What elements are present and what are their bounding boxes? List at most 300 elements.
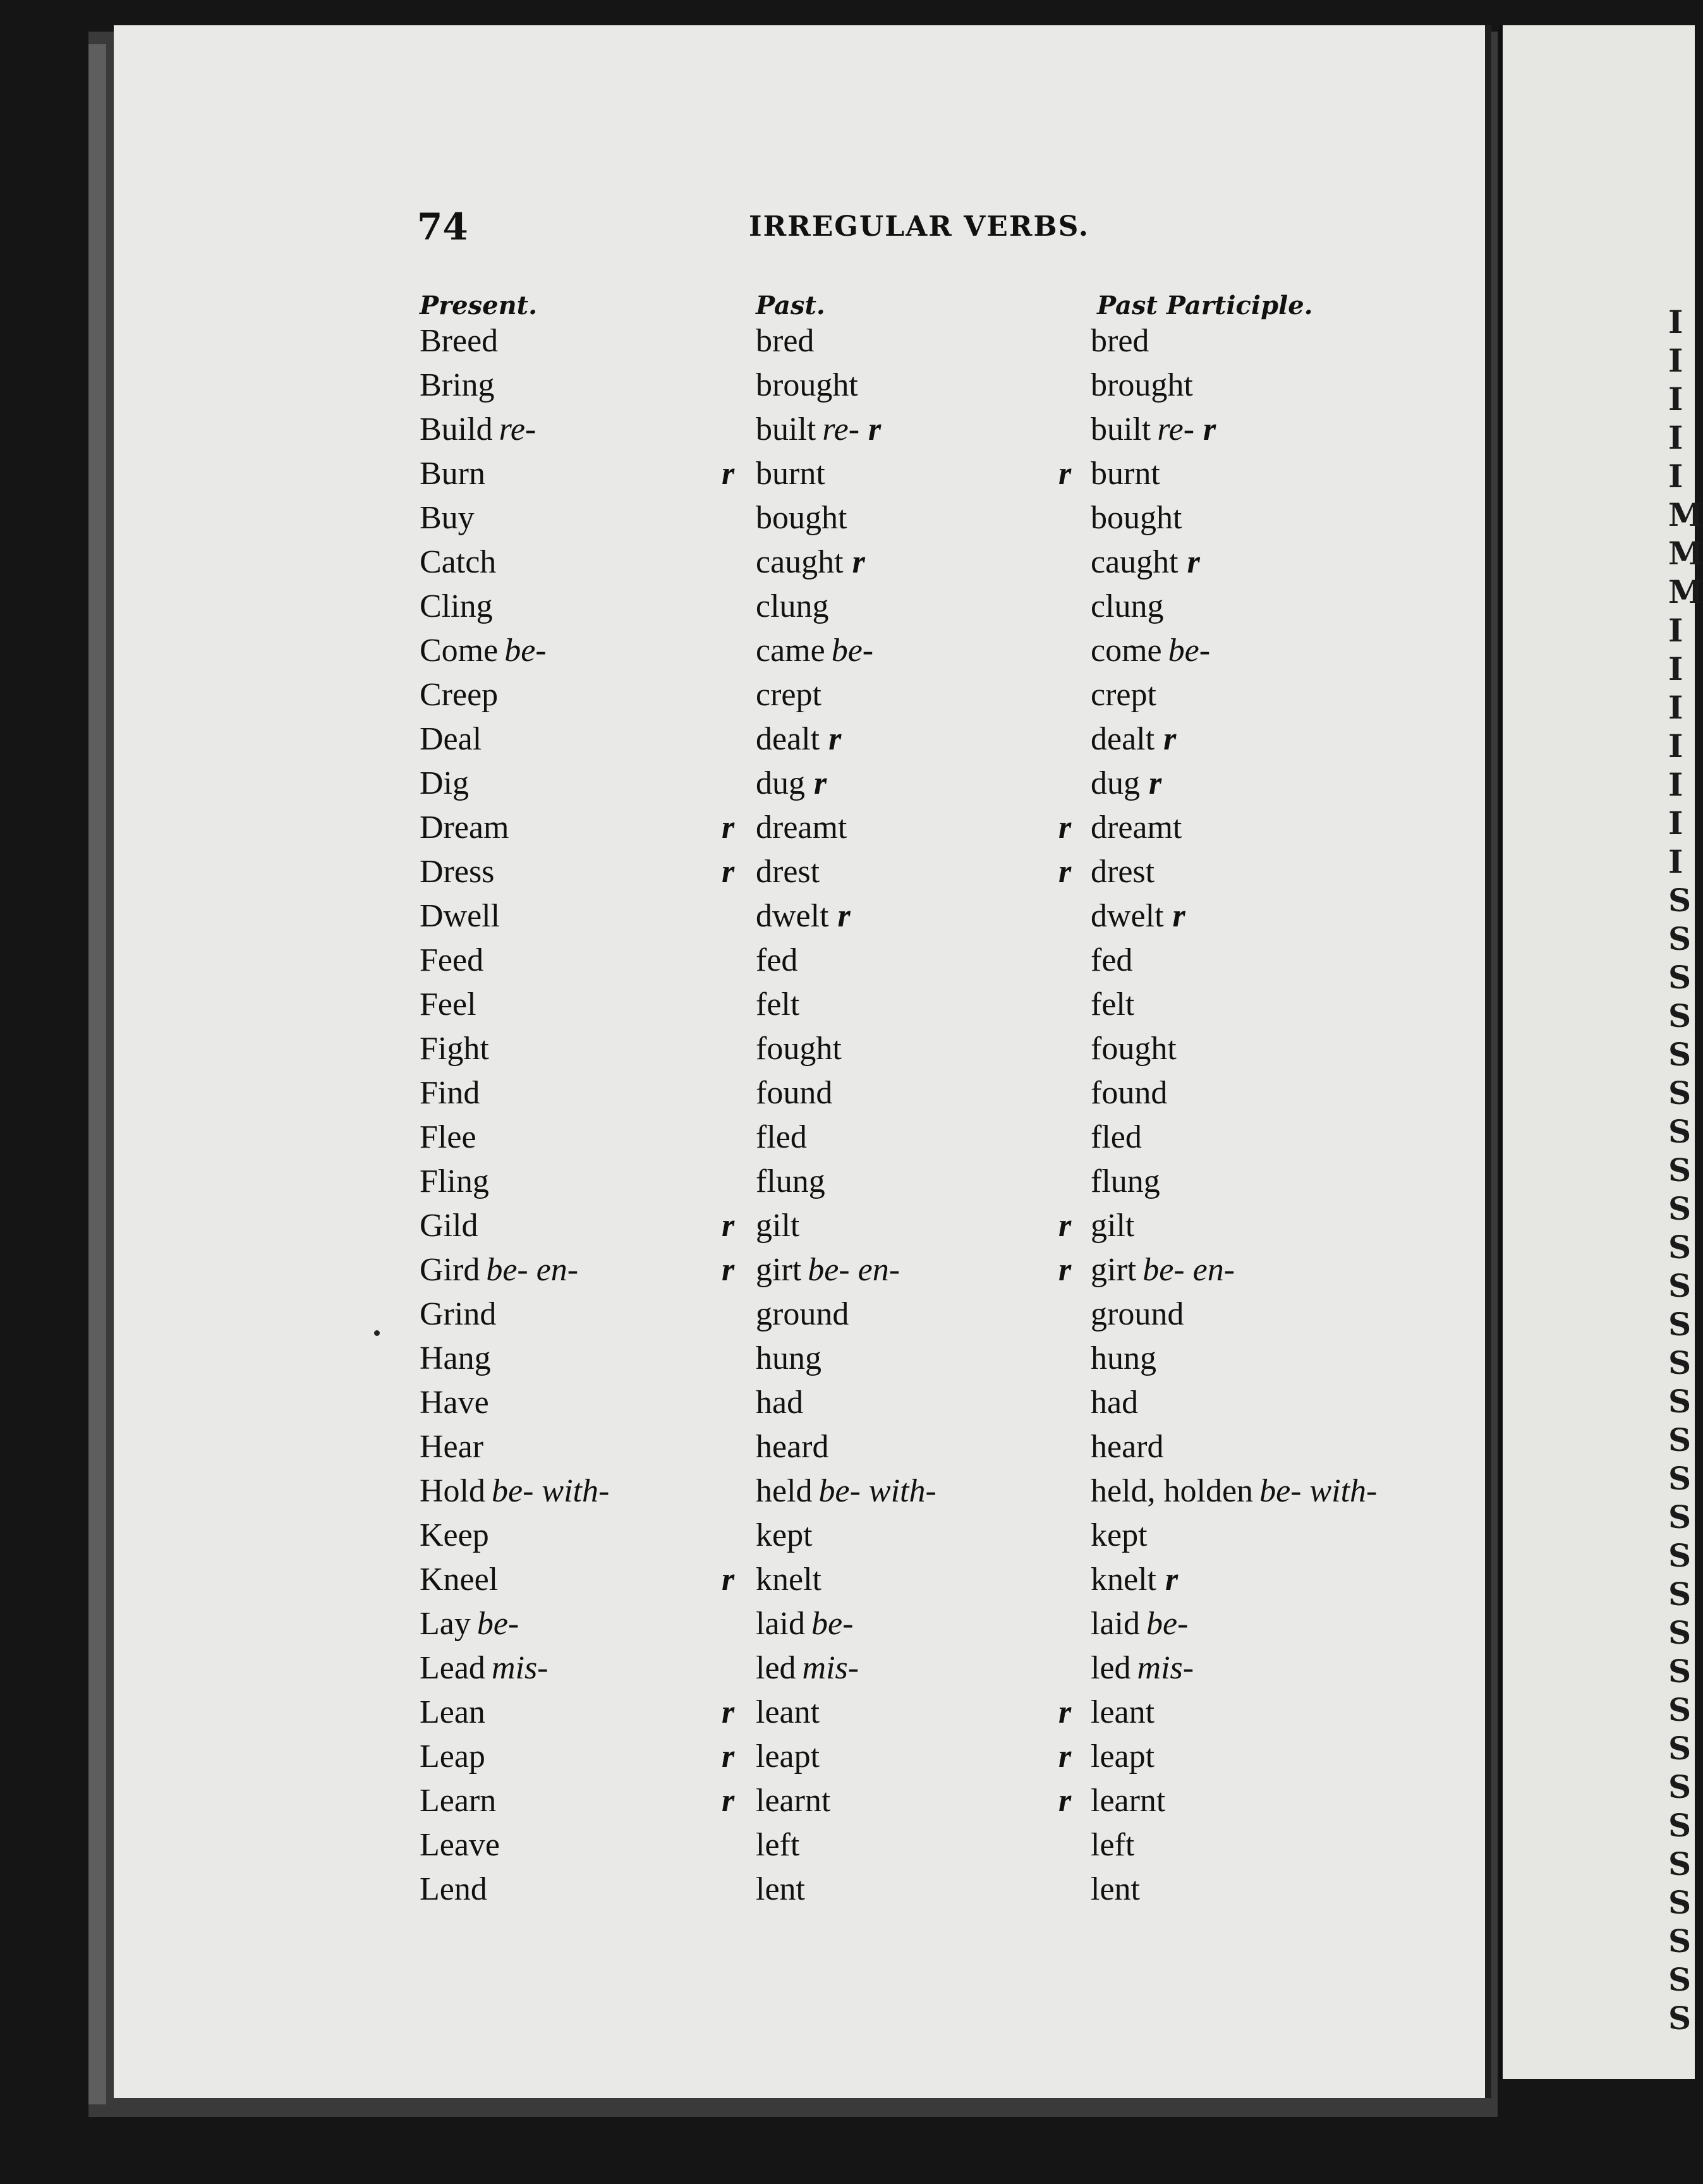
past-cell: [756, 1207, 799, 1244]
table-row: [114, 1030, 1485, 1074]
participle-cell: [1091, 367, 1193, 404]
past-cell: [756, 322, 814, 360]
participle-regular-mark: r: [1203, 411, 1216, 447]
participle-word: crept: [1091, 677, 1156, 713]
past-cell: [756, 720, 841, 758]
participle-regular-mark: r: [1149, 765, 1162, 801]
past-cell: [756, 676, 821, 713]
past-word: ground: [756, 1296, 849, 1332]
participle-word: knelt: [1091, 1562, 1156, 1598]
past-cell: [756, 897, 851, 935]
present-cell: [420, 499, 475, 537]
facing-page-letter: S: [1668, 1460, 1692, 1497]
past-regular-mark: r: [852, 544, 865, 580]
participle-cell: [1091, 1738, 1155, 1775]
present-word: Gird: [420, 1252, 480, 1288]
participle-cell: [1091, 853, 1155, 890]
facing-page-letter: I: [1668, 727, 1683, 765]
present-cell: [420, 1782, 496, 1819]
participle-word: heard: [1091, 1429, 1164, 1465]
participle-word: gilt: [1091, 1208, 1135, 1244]
present-word: Catch: [420, 544, 497, 580]
present-cell: [420, 1428, 483, 1465]
past-cell: [756, 1517, 813, 1554]
facing-page-letter: S: [1668, 997, 1692, 1034]
past-word: flung: [756, 1163, 825, 1199]
past-cell: [756, 1030, 842, 1067]
participle-word: felt: [1091, 986, 1135, 1022]
participle-word: built: [1091, 411, 1151, 447]
participle-regular-mark: r: [1058, 456, 1072, 492]
present-word: Lay: [420, 1606, 471, 1642]
column-header-present: Present.: [420, 291, 538, 320]
past-regular-mark: r: [828, 721, 842, 757]
participle-word: fought: [1091, 1031, 1177, 1067]
facing-page-letter: I: [1668, 689, 1683, 726]
participle-cell: [1091, 588, 1164, 625]
facing-page-letter: S: [1668, 1036, 1692, 1073]
table-row: [114, 1428, 1485, 1472]
past-regular-mark: r: [837, 898, 851, 934]
table-row: [114, 809, 1485, 853]
facing-page-letter: S: [1668, 1730, 1692, 1767]
past-cell: [756, 1295, 849, 1333]
past-word: led: [756, 1650, 796, 1686]
table-row: [114, 543, 1485, 588]
page-title: IRREGULAR VERBS.: [749, 210, 1090, 243]
participle-word: dug: [1091, 765, 1140, 801]
past-word: bought: [756, 500, 847, 536]
past-prefix: be-: [811, 1606, 854, 1642]
past-regular-mark: r: [722, 1562, 735, 1598]
present-word: Buy: [420, 500, 475, 536]
present-word: Burn: [420, 456, 485, 492]
participle-word: had: [1091, 1385, 1139, 1421]
table-row: [114, 632, 1485, 676]
past-word: built: [756, 411, 816, 447]
present-cell: [420, 1340, 491, 1377]
participle-cell: [1091, 1295, 1184, 1333]
participle-cell: [1091, 1561, 1178, 1598]
past-word: fed: [756, 942, 798, 978]
past-word: knelt: [756, 1562, 821, 1598]
participle-word: dwelt: [1091, 898, 1164, 934]
participle-cell: [1091, 897, 1185, 935]
participle-word: kept: [1091, 1517, 1148, 1553]
participle-word: hung: [1091, 1340, 1156, 1376]
past-word: found: [756, 1075, 833, 1111]
present-cell: [420, 942, 483, 979]
past-word: dreamt: [756, 810, 847, 846]
present-cell: [420, 543, 496, 581]
present-prefix: be- en-: [486, 1252, 579, 1288]
participle-word: left: [1091, 1827, 1135, 1863]
table-row: [114, 897, 1485, 942]
present-word: Leap: [420, 1738, 485, 1774]
present-prefix: be- with-: [492, 1473, 610, 1509]
participle-word: bought: [1091, 500, 1182, 536]
participle-word: drest: [1091, 854, 1155, 890]
facing-page-letter: S: [1668, 1999, 1692, 2037]
past-word: leapt: [756, 1738, 820, 1774]
present-cell: [420, 632, 547, 669]
facing-page-letter: I: [1668, 766, 1683, 803]
participle-prefix: be- en-: [1142, 1252, 1235, 1288]
past-word: laid: [756, 1606, 805, 1642]
facing-page-letter: S: [1668, 1961, 1692, 1998]
participle-cell: [1091, 1119, 1142, 1156]
present-word: Leave: [420, 1827, 500, 1863]
facing-page-letter: S: [1668, 1421, 1692, 1459]
facing-page-letter: S: [1668, 920, 1692, 957]
participle-word: learnt: [1091, 1783, 1166, 1819]
past-regular-mark: r: [814, 765, 827, 801]
table-row: [114, 1826, 1485, 1871]
present-cell: [420, 986, 476, 1023]
participle-cell: [1091, 1782, 1165, 1819]
past-word: held: [756, 1473, 813, 1509]
present-cell: [420, 1295, 496, 1333]
participle-regular-mark: r: [1058, 1738, 1072, 1774]
past-cell: [756, 1561, 821, 1598]
participle-cell: [1091, 1074, 1167, 1112]
facing-page-letter: I: [1668, 650, 1683, 688]
facing-page-letter: S: [1668, 882, 1692, 919]
participle-cell: [1091, 1517, 1148, 1554]
facing-page-letter: S: [1668, 1306, 1692, 1343]
present-word: Kneel: [420, 1562, 499, 1598]
present-word: Fight: [420, 1031, 489, 1067]
facing-page-letter: I: [1668, 342, 1683, 379]
table-row: [114, 765, 1485, 809]
present-word: Dig: [420, 765, 469, 801]
facing-page-letter: S: [1668, 959, 1692, 996]
present-word: Gild: [420, 1208, 478, 1244]
past-word: fought: [756, 1031, 842, 1067]
facing-page-letter: S: [1668, 1498, 1692, 1536]
facing-page-letter: I: [1668, 804, 1683, 842]
participle-prefix: be-: [1146, 1606, 1189, 1642]
past-cell: [756, 411, 881, 448]
ink-speck: [374, 1330, 380, 1336]
present-cell: [420, 1207, 478, 1244]
facing-page-letter: S: [1668, 1691, 1692, 1728]
participle-cell: [1091, 1384, 1138, 1421]
participle-word: fed: [1091, 942, 1133, 978]
facing-page-letter: S: [1668, 1922, 1692, 1960]
facing-page-letter: S: [1668, 1383, 1692, 1420]
present-cell: [420, 720, 482, 758]
present-word: Hear: [420, 1429, 484, 1465]
participle-regular-mark: r: [1058, 1252, 1072, 1288]
present-cell: [420, 1472, 609, 1510]
present-word: Lean: [420, 1694, 485, 1730]
table-row: [114, 499, 1485, 543]
past-word: had: [756, 1385, 804, 1421]
participle-cell: [1091, 676, 1156, 713]
participle-word: burnt: [1091, 456, 1160, 492]
past-regular-mark: r: [722, 1208, 735, 1244]
past-regular-mark: r: [722, 1252, 735, 1288]
present-word: Cling: [420, 588, 493, 624]
table-row: [114, 1694, 1485, 1738]
participle-regular-mark: r: [1058, 854, 1072, 890]
table-row: [114, 1782, 1485, 1826]
table-row: [114, 322, 1485, 367]
facing-page-letter: S: [1668, 1614, 1692, 1651]
past-word: crept: [756, 677, 821, 713]
present-cell: [420, 1517, 489, 1554]
participle-regular-mark: r: [1058, 1783, 1072, 1819]
present-word: Feel: [420, 986, 476, 1022]
present-cell: [420, 1694, 485, 1731]
past-word: burnt: [756, 456, 825, 492]
participle-word: fled: [1091, 1119, 1142, 1155]
past-prefix: be- with-: [818, 1473, 936, 1509]
past-word: fled: [756, 1119, 807, 1155]
present-word: Bring: [420, 367, 495, 403]
facing-page: [1499, 25, 1695, 2079]
present-word: Hang: [420, 1340, 491, 1376]
past-cell: [756, 853, 820, 890]
table-row: [114, 1295, 1485, 1340]
participle-word: leant: [1091, 1694, 1155, 1730]
participle-word: ground: [1091, 1296, 1184, 1332]
table-row: [114, 1074, 1485, 1119]
past-word: brought: [756, 367, 858, 403]
present-word: Breed: [420, 323, 499, 359]
table-row: [114, 588, 1485, 632]
past-cell: [756, 765, 827, 802]
present-prefix: re-: [499, 411, 536, 447]
table-row: [114, 1649, 1485, 1694]
participle-prefix: be- with-: [1259, 1473, 1378, 1509]
present-word: Learn: [420, 1783, 497, 1819]
present-cell: [420, 765, 469, 802]
book-page: [114, 25, 1491, 2098]
present-word: Lend: [420, 1871, 487, 1907]
participle-cell: [1091, 1428, 1163, 1465]
participle-prefix: mis-: [1137, 1650, 1194, 1686]
participle-cell: [1091, 986, 1134, 1023]
present-cell: [420, 1649, 548, 1687]
participle-cell: [1091, 455, 1160, 492]
table-row: [114, 1561, 1485, 1605]
present-cell: [420, 809, 509, 846]
facing-page-letter: I: [1668, 843, 1683, 880]
past-prefix: re-: [822, 411, 860, 447]
table-row: [114, 720, 1485, 765]
present-cell: [420, 1605, 519, 1642]
participle-cell: [1091, 543, 1200, 581]
table-row: [114, 986, 1485, 1030]
present-word: Lead: [420, 1650, 485, 1686]
present-cell: [420, 1561, 498, 1598]
participle-word: found: [1091, 1075, 1168, 1111]
past-cell: [756, 1251, 900, 1289]
facing-page-letter: S: [1668, 1267, 1692, 1304]
past-cell: [756, 809, 847, 846]
past-word: clung: [756, 588, 829, 624]
participle-regular-mark: r: [1187, 544, 1200, 580]
table-row: [114, 1251, 1485, 1295]
facing-page-letter: M: [1668, 496, 1703, 533]
present-cell: [420, 588, 493, 625]
participle-word: laid: [1091, 1606, 1140, 1642]
past-word: dug: [756, 765, 805, 801]
facing-page-letter: S: [1668, 1768, 1692, 1805]
participle-word: come: [1091, 633, 1162, 669]
participle-word: dreamt: [1091, 810, 1182, 846]
past-cell: [756, 367, 858, 404]
participle-cell: [1091, 411, 1216, 448]
present-cell: [420, 322, 498, 360]
present-cell: [420, 1163, 489, 1200]
past-word: gilt: [756, 1208, 800, 1244]
present-word: Dwell: [420, 898, 500, 934]
present-cell: [420, 1384, 489, 1421]
past-cell: [756, 1340, 821, 1377]
participle-cell: [1091, 720, 1176, 758]
past-cell: [756, 1738, 820, 1775]
participle-regular-mark: r: [1058, 1208, 1072, 1244]
past-regular-mark: r: [722, 1738, 735, 1774]
present-cell: [420, 1030, 489, 1067]
participle-word: clung: [1091, 588, 1164, 624]
present-word: Keep: [420, 1517, 489, 1553]
facing-page-letter: I: [1668, 380, 1683, 418]
table-row: [114, 1738, 1485, 1782]
past-word: bred: [756, 323, 815, 359]
present-word: Build: [420, 411, 493, 447]
present-cell: [420, 1074, 480, 1112]
participle-cell: [1091, 1694, 1155, 1731]
participle-cell: [1091, 1826, 1134, 1864]
past-word: came: [756, 633, 825, 669]
past-word: leant: [756, 1694, 820, 1730]
facing-page-letter: S: [1668, 1575, 1692, 1613]
past-regular-mark: r: [722, 1694, 735, 1730]
participle-regular-mark: r: [1172, 898, 1185, 934]
facing-page-letter: S: [1668, 1537, 1692, 1574]
present-prefix: be-: [504, 633, 547, 669]
past-cell: [756, 1649, 859, 1687]
column-header-participle: Past Participle.: [1097, 291, 1313, 320]
past-cell: [756, 455, 825, 492]
table-row: [114, 367, 1485, 411]
present-word: Find: [420, 1075, 480, 1111]
participle-cell: [1091, 1207, 1134, 1244]
past-cell: [756, 1428, 828, 1465]
past-cell: [756, 1163, 825, 1200]
participle-regular-mark: r: [1058, 1694, 1072, 1730]
present-cell: [420, 455, 485, 492]
present-word: Dream: [420, 810, 509, 846]
participle-regular-mark: r: [1058, 810, 1072, 846]
facing-page-letter: S: [1668, 1074, 1692, 1112]
present-cell: [420, 411, 536, 448]
present-word: Creep: [420, 677, 499, 713]
participle-cell: [1091, 1163, 1160, 1200]
facing-page-letter: S: [1668, 1845, 1692, 1883]
participle-word: held, holden: [1091, 1473, 1254, 1509]
present-cell: [420, 367, 494, 404]
present-word: Come: [420, 633, 499, 669]
present-word: Hold: [420, 1473, 485, 1509]
facing-page-letter: S: [1668, 1344, 1692, 1381]
participle-cell: [1091, 765, 1161, 802]
facing-page-letter: S: [1668, 1228, 1692, 1266]
column-header-past: Past.: [756, 291, 825, 320]
past-word: caught: [756, 544, 844, 580]
participle-cell: [1091, 1340, 1156, 1377]
participle-word: bred: [1091, 323, 1149, 359]
facing-page-letter: M: [1668, 573, 1703, 610]
participle-regular-mark: r: [1165, 1562, 1179, 1598]
past-word: learnt: [756, 1783, 831, 1819]
page-edge: [88, 44, 106, 2104]
participle-cell: [1091, 632, 1210, 669]
present-cell: [420, 1738, 485, 1775]
facing-page-letter: S: [1668, 1884, 1692, 1921]
past-prefix: be-: [831, 633, 874, 669]
facing-page-letter: I: [1668, 419, 1683, 456]
past-regular-mark: r: [722, 1783, 735, 1819]
table-row: [114, 455, 1485, 499]
present-cell: [420, 897, 500, 935]
past-regular-mark: r: [722, 854, 735, 890]
facing-page-letter: S: [1668, 1113, 1692, 1150]
facing-page-letter: S: [1668, 1190, 1692, 1227]
participle-word: dealt: [1091, 721, 1155, 757]
past-word: dealt: [756, 721, 820, 757]
participle-cell: [1091, 1871, 1140, 1908]
present-word: Flee: [420, 1119, 476, 1155]
participle-prefix: be-: [1168, 633, 1211, 669]
present-word: Fling: [420, 1163, 489, 1199]
participle-word: brought: [1091, 367, 1193, 403]
past-word: hung: [756, 1340, 821, 1376]
participle-cell: [1091, 322, 1149, 360]
present-prefix: be-: [476, 1606, 519, 1642]
past-regular-mark: r: [868, 411, 882, 447]
past-cell: [756, 1605, 853, 1642]
present-cell: [420, 1251, 578, 1289]
past-cell: [756, 1119, 807, 1156]
facing-page-letter: I: [1668, 303, 1683, 341]
participle-cell: [1091, 499, 1182, 537]
participle-word: led: [1091, 1650, 1131, 1686]
past-regular-mark: r: [722, 810, 735, 846]
past-cell: [756, 1384, 803, 1421]
participle-cell: [1091, 809, 1182, 846]
present-prefix: mis-: [491, 1650, 548, 1686]
past-word: kept: [756, 1517, 813, 1553]
past-regular-mark: r: [722, 456, 735, 492]
facing-page-letter: S: [1668, 1653, 1692, 1690]
participle-cell: [1091, 1649, 1194, 1687]
past-prefix: be- en-: [808, 1252, 900, 1288]
participle-cell: [1091, 1605, 1188, 1642]
past-cell: [756, 1782, 830, 1819]
participle-cell: [1091, 1472, 1377, 1510]
past-word: left: [756, 1827, 800, 1863]
table-row: [114, 1119, 1485, 1163]
past-cell: [756, 1871, 805, 1908]
present-word: Deal: [420, 721, 482, 757]
table-row: [114, 1871, 1485, 1915]
table-row: [114, 411, 1485, 455]
